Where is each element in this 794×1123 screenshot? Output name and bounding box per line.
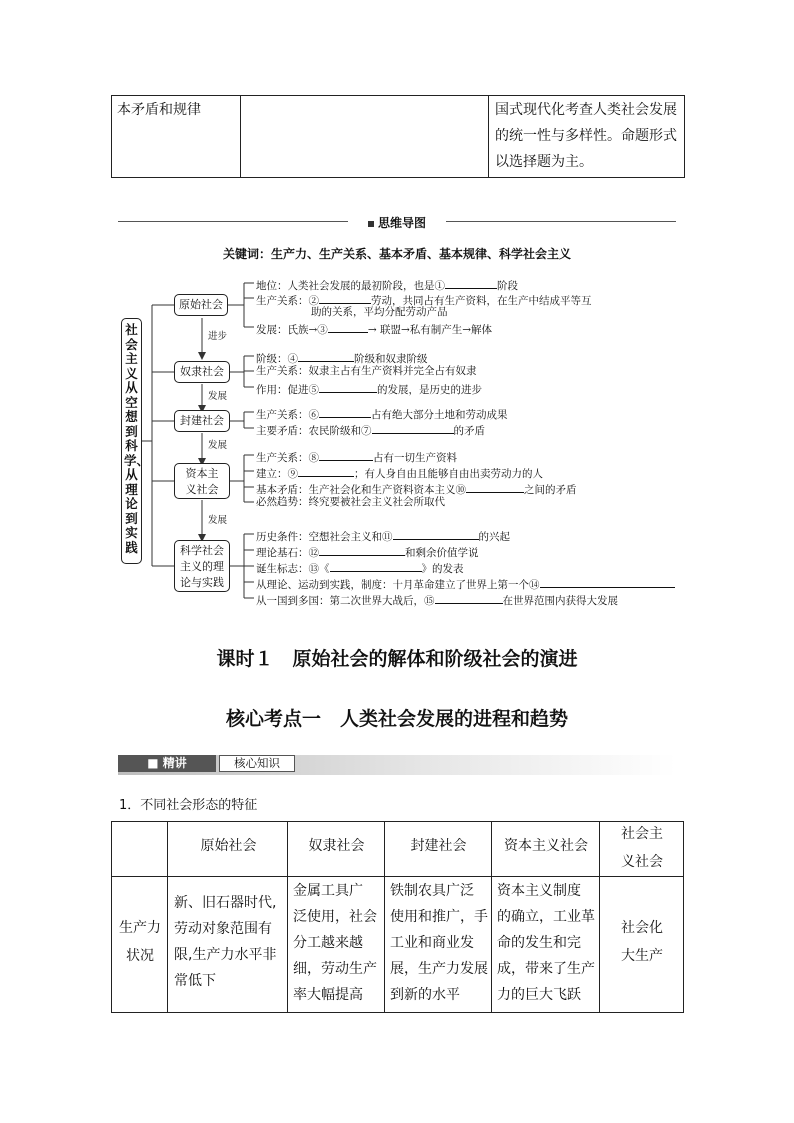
science-line-3 (256, 560, 464, 576)
row-label-line: 状况 (126, 948, 154, 964)
blank-3 (328, 321, 368, 333)
row-label (112, 914, 168, 970)
feudal-line-2 (256, 422, 485, 438)
cell-line: 铁制农具广泛 (390, 883, 474, 899)
node-science (174, 540, 230, 592)
cell-line: 劳动对象范围有 (174, 921, 272, 937)
node-label: 奴隶社会 (180, 365, 224, 378)
text: 》的发表 (421, 563, 464, 575)
cell-line: 的确立，工业革 (497, 909, 595, 925)
cell-line: 力的巨大飞跃 (497, 987, 581, 1003)
cell-line: 率大幅提高 (293, 987, 363, 1003)
text: ；有人身自由且能够自由出卖劳动力的人 (354, 468, 543, 480)
text: 占有绝大部分土地和劳动成果 (371, 409, 508, 421)
header-socialist (600, 820, 684, 876)
blank-8 (319, 449, 373, 461)
capitalist-line-2 (256, 465, 543, 481)
text: 之间的矛盾 (524, 484, 577, 496)
blank-6 (319, 406, 371, 418)
primitive-line-3: 助的关系，平均分配劳动产品 (311, 306, 448, 318)
science-line-4 (256, 576, 675, 592)
blank-1 (445, 277, 497, 289)
text: 阶级和奴隶阶级 (354, 353, 428, 365)
arrow-label-develop-1: 发展 (208, 391, 228, 402)
cell-capitalist (497, 878, 600, 1008)
primitive-line-4 (256, 321, 492, 337)
header-feudal: 封建社会 (410, 838, 467, 854)
text: 阶段 (497, 280, 518, 292)
mindmap-keywords: 关键词：生产力、生产关系、基本矛盾、基本规律、科学社会主义 (222, 247, 571, 261)
node-feudal (174, 410, 230, 432)
primitive-line-1 (256, 277, 518, 293)
blank-9 (298, 465, 354, 477)
cell-line: 国式现代化考查人类社会发展 (495, 102, 677, 118)
blank-5 (319, 381, 377, 393)
header-capitalist: 资本主义社会 (504, 838, 588, 854)
text: 发展：氏族→③ (256, 324, 328, 336)
blank-7 (372, 422, 454, 434)
blank-4 (298, 350, 354, 362)
cell-text: 本矛盾和规律 (117, 102, 201, 118)
slave-line-1 (256, 350, 428, 366)
text: 基本矛盾：生产社会化和生产资料资本主义⑩ (256, 484, 466, 496)
text: 生产关系：② (256, 295, 319, 307)
cell-line: 工业和商业发 (390, 935, 474, 951)
cell-line: 泛使用，社会 (293, 909, 377, 925)
feudal-line-1 (256, 406, 508, 422)
text: 阶级：④ (256, 353, 298, 365)
node-label: 义社会 (185, 483, 219, 496)
text: 占有一切生产资料 (373, 452, 457, 464)
text: 从一国到多国：第二次世界大战后，⑮ (256, 595, 435, 607)
blank-12 (319, 544, 405, 556)
science-line-2 (256, 544, 479, 560)
header-slave: 奴隶社会 (308, 838, 365, 854)
text: 劳动，共同占有生产资料，在生产中结成平等互 (371, 295, 592, 307)
cell-line: 社会化 (621, 920, 663, 936)
core-title: 核心考点一 人类社会发展的进程和趋势 (225, 708, 568, 730)
node-primitive (174, 294, 228, 316)
cell-line: 常低下 (174, 973, 216, 989)
header-line: 义社会 (621, 854, 663, 870)
cell-line: 资本主义制度 (497, 883, 581, 899)
node-capitalist (174, 463, 230, 499)
text: 的兴起 (478, 531, 510, 543)
section-heading: 1．不同社会形态的特征 (119, 798, 258, 813)
banner-tag: ■ 精讲 (118, 755, 216, 772)
text: 理论基石：⑫ (256, 547, 319, 559)
cell-line: 到新的水平 (390, 987, 460, 1003)
cell-line: 使用和推广，手 (390, 909, 488, 925)
text: 从理论、运动到实践，制度：十月革命建立了世界上第一个⑭ (256, 579, 540, 591)
capitalist-line-1 (256, 449, 457, 465)
cell-socialist (600, 914, 684, 970)
cell-feudal (390, 878, 492, 1008)
text: 作用：促进⑤ (256, 384, 319, 396)
blank-2 (319, 292, 371, 304)
blank-11 (393, 528, 479, 540)
blank-10 (466, 481, 524, 493)
science-line-1 (256, 528, 510, 544)
root-text: 社会主义从空想到科学、从理论到实践 (124, 322, 150, 555)
capitalist-line-3 (256, 481, 577, 497)
cell-line: 限,生产力水平非 (174, 947, 277, 963)
section-title-text: 思维导图 (377, 216, 426, 230)
cell-slave (293, 878, 385, 1008)
node-label: 科学社会 (180, 544, 224, 557)
text: 生产关系：⑥ (256, 409, 319, 421)
mindmap-root (121, 318, 150, 564)
node-slave (174, 361, 230, 383)
row-label-line: 生产力 (119, 920, 161, 936)
blank-15 (435, 592, 503, 604)
blank-14 (540, 576, 675, 588)
text: 在世界范围内获得大发展 (502, 595, 618, 607)
text: 历史条件：空想社会主义和⑪ (256, 531, 393, 543)
arrow-label-develop-3: 发展 (208, 515, 228, 526)
slave-line-2: 生产关系：奴隶主占有生产资料并完全占有奴隶 (256, 365, 477, 377)
text: 诞生标志：⑬《 (256, 563, 330, 575)
node-label: 封建社会 (180, 414, 224, 427)
cell-line: 成，带来了生产 (497, 961, 595, 977)
text: 建立：⑨ (256, 468, 298, 480)
text: 的发展，是历史的进步 (377, 384, 482, 396)
text: 地位：人类社会发展的最初阶段，也是① (256, 280, 445, 292)
capitalist-line-4: 必然趋势：终究要被社会主义社会所取代 (256, 496, 445, 508)
cell-primitive (174, 890, 288, 994)
society-table (111, 821, 684, 1013)
arrow-label-progress: 进步 (208, 331, 228, 342)
text: 的矛盾 (453, 425, 485, 437)
header-primitive: 原始社会 (200, 838, 257, 854)
section-banner (118, 755, 676, 775)
node-label: 主义的理 (180, 560, 224, 573)
slave-line-3 (256, 381, 482, 397)
text: → 联盟→私有制产生→解体 (367, 324, 493, 336)
node-label: 论与实践 (180, 576, 224, 589)
cell-line: 细，劳动生产 (293, 961, 377, 977)
cell-line: 金属工具广 (293, 883, 363, 899)
banner-label: 核心知识 (219, 755, 295, 772)
cell-line: 命的发生和完 (497, 935, 581, 951)
blank-13 (330, 560, 422, 572)
node-label: 原始社会 (179, 298, 223, 311)
arrow-label-develop-2: 发展 (208, 440, 228, 451)
lesson-title: 课时１ 原始社会的解体和阶级社会的演进 (216, 648, 578, 670)
cell-line: 以选择题为主。 (495, 154, 593, 170)
node-label: 资本主 (185, 467, 219, 480)
text: 主要矛盾：农民阶级和⑦ (256, 425, 372, 437)
cell-line: 大生产 (621, 948, 663, 964)
header-line: 社会主 (621, 826, 663, 842)
cell-line: 的统一性与多样性。命题形式 (495, 128, 677, 144)
text: 和剩余价值学说 (405, 547, 479, 559)
text: 生产关系：⑧ (256, 452, 319, 464)
cell-line: 新、旧石器时代, (174, 895, 277, 911)
science-line-5 (256, 592, 618, 608)
cell-line: 展，生产力发展 (390, 961, 488, 977)
cell-line: 分工越来越 (293, 935, 363, 951)
